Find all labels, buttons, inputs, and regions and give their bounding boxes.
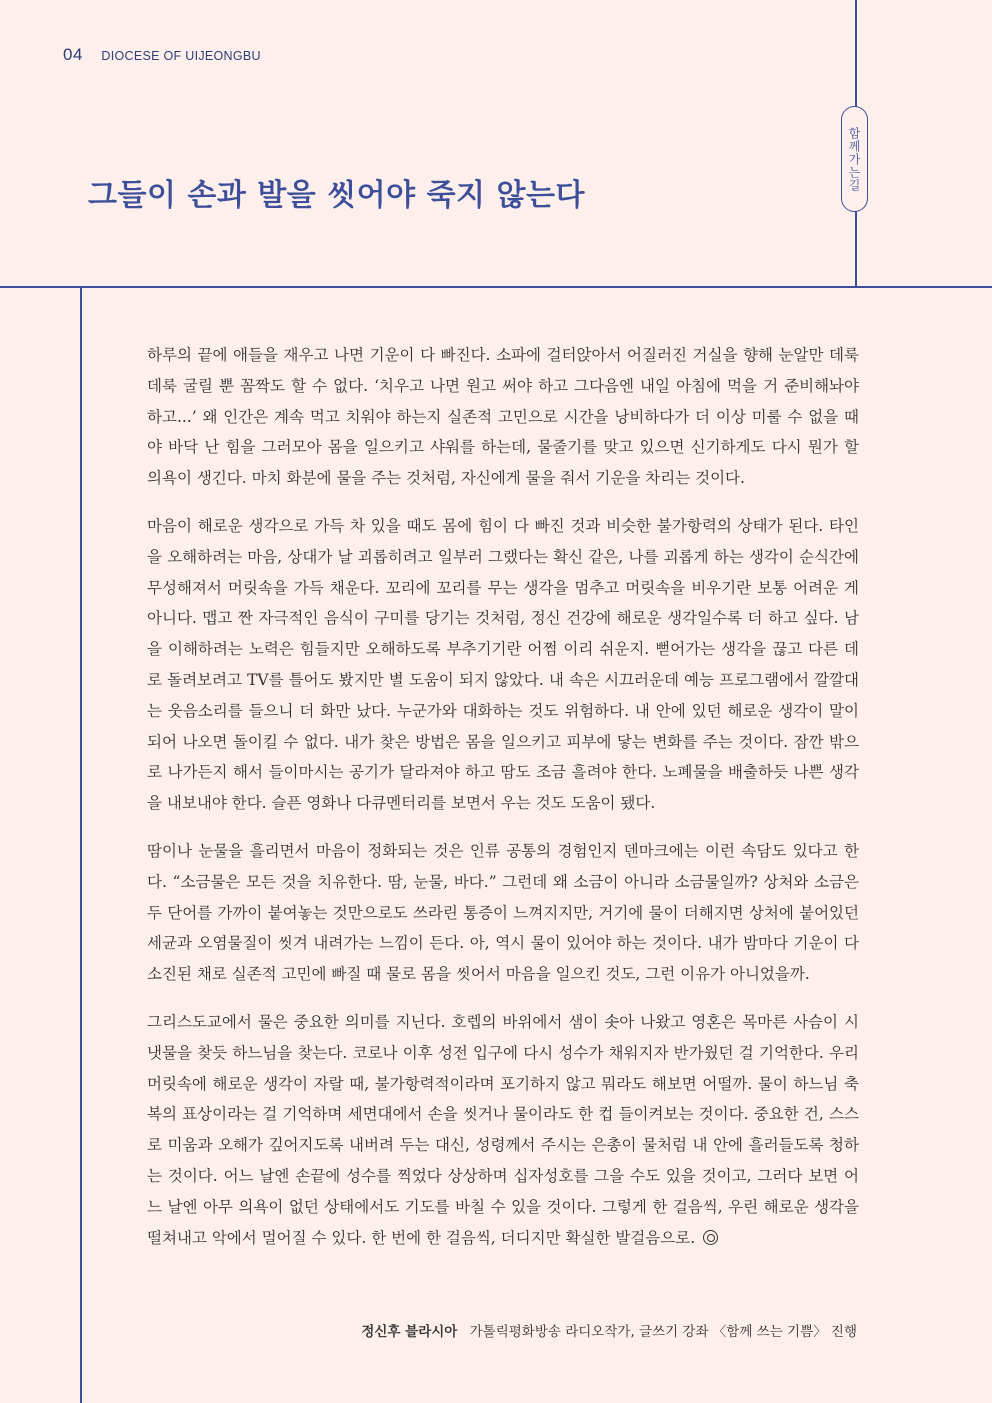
- article-title: 그들이 손과 발을 씻어야 죽지 않는다: [88, 178, 585, 213]
- author-byline: [361, 1320, 857, 1340]
- article-body: [147, 340, 859, 1270]
- paragraph-3: 땀이나 눈물을 흘리면서 마음이 정화되는 것은 인류 공통의 경험인지 덴마크에는 이런 속담도 있다고 한다. “소금물은 모든 것을 치유한다. 땀, 눈물, 바다.” 그런데 왜 소금이 아니라 소금물일까? 상처와 소금은 두 단어를 가까이 붙여놓는 것만으로도 쓰라린 통증이 느껴지지만, 거기에 물이 더해지면 상처에 붙어있던 세균과 오염물질이 씻겨 내려가는 느낌이 든다. 아, 역시 물이 있어야 하는 것이다. 내가 밤마다 기운이 다 소진된 채로 실존적 고민에 빠질 때 물로 몸을 씻어서 마음을 일으킨 것도, 그런 이유가 아니었을까.: [147, 841, 859, 984]
- horizontal-rule: [0, 286, 992, 288]
- section-tag-label: 함께가는길: [847, 126, 861, 192]
- author-description: 가톨릭평화방송 라디오작가, 글쓰기 강좌 〈함께 쓰는 기쁨〉 진행: [469, 1324, 857, 1340]
- paragraph-4-text: 그리스도교에서 물은 중요한 의미를 지닌다. 호렙의 바위에서 샘이 솟아 나왔고 영혼은 목마른 사슴이 시냇물을 찾듯 하느님을 찾는다. 코로나 이후 성전 입구에 다시 성수가 채워지자 반가웠던 걸 기억한다. 우리 머릿속에 해로운 생각이 자랄 때, 불가항력적이라며 포기하지 않고 뭐라도 해보면 어떨까. 물이 하느님 축복의 표상이라는 걸 기억하며 세면대에서 손을 씻거나 물이라도 한 컵 들이켜보는 것이다. 중요한 건, 스스로 미움과 오해가 깊어지도록 내버려 두는 대신, 성령께서 주시는 은총이 물처럼 내 안에 흘러들도록 청하는 것이다. 어느 날엔 손끝에 성수를 찍었다 상상하며 십자성호를 그을 수도 있을 것이고, 그러다 보면 어느 날엔 아무 의욕이 없던 상태에서도 기도를 바칠 수 있을 것이다. 그렇게 한 걸음씩, 우린 해로운 생각을 떨쳐내고 악에서 멀어질 수 있다. 한 번에 한 걸음씩, 더디지만 확실한 발걸음으로.: [147, 1012, 859, 1247]
- author-name: 정신후 블라시아: [361, 1324, 458, 1340]
- journal-name: DIOCESE OF UIJEONGBU: [101, 49, 261, 63]
- page-header: [63, 45, 261, 65]
- paragraph-1: 하루의 끝에 애들을 재우고 나면 기운이 다 빠진다. 소파에 걸터앉아서 어질러진 거실을 향해 눈알만 데룩데룩 굴릴 뿐 꼼짝도 할 수 없다. ‘치우고 나면 원고 써야 하고 그다음엔 내일 아침에 먹을 거 준비해놔야 하고...’ 왜 인간은 계속 먹고 치워야 하는지 실존적 고민으로 시간을 낭비하다가 더 이상 미룰 수 없을 때야 바닥 난 힘을 그러모아 몸을 일으키고 샤워를 하는데, 물줄기를 맞고 있으면 신기하게도 다시 뭔가 할 의욕이 생긴다. 마치 화분에 물을 주는 것처럼, 자신에게 물을 줘서 기운을 차리는 것이다.: [147, 346, 859, 488]
- paragraph-4: [147, 1007, 859, 1253]
- page-number: 04: [63, 45, 83, 64]
- section-tag: [841, 106, 868, 212]
- left-vertical-rule: [80, 287, 82, 1403]
- paragraph-2: 마음이 해로운 생각으로 가득 차 있을 때도 몸에 힘이 다 빠진 것과 비슷한 불가항력의 상태가 된다. 타인을 오해하려는 마음, 상대가 날 괴롭히려고 일부러 그랬다는 확신 같은, 나를 괴롭게 하는 생각이 순식간에 무성해져서 머릿속을 가득 채운다. 꼬리에 꼬리를 무는 생각을 멈추고 머릿속을 비우기란 보통 어려운 게 아니다. 맵고 짠 자극적인 음식이 구미를 당기는 것처럼, 정신 건강에 해로운 생각일수록 더 하고 싶다. 남을 이해하려는 노력은 힘들지만 오해하도록 부추기기란 어쩜 이리 쉬운지. 뻗어가는 생각을 끊고 다른 데로 돌려보려고 TV를 틀어도 봤지만 별 도움이 되지 않았다. 내 속은 시끄러운데 예능 프로그램에서 깔깔대는 웃음소리를 들으니 더 화만 났다. 누군가와 대화하는 것도 위험하다. 내 안에 있던 해로운 생각이 말이 되어 나오면 돌이킬 수 없다. 내가 찾은 방법은 몸을 일으키고 피부에 닿는 변화를 주는 것이다. 잠깐 밖으로 나가든지 해서 들이마시는 공기가 달라져야 하고 땀도 조금 흘려야 한다. 노폐물을 배출하듯 나쁜 생각을 내보내야 한다. 슬픈 영화나 다큐멘터리를 보면서 우는 것도 도움이 됐다.: [147, 516, 859, 813]
- circle-end-mark-icon: [703, 1230, 718, 1245]
